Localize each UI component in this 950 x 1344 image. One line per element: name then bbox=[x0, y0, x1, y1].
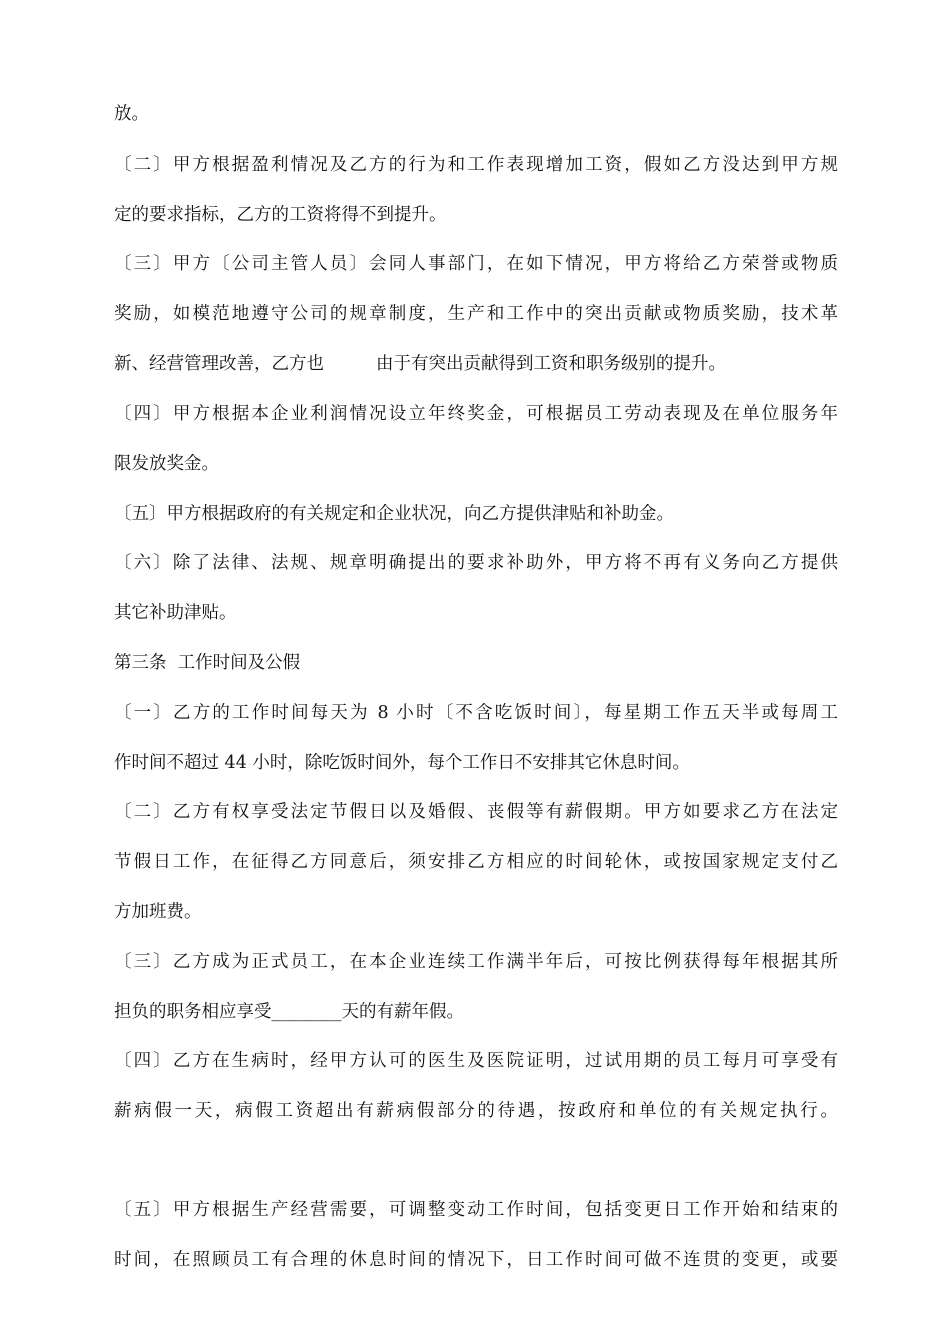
text-line: 作时间不超过 44 小时，除吃饭时间外，每个工作日不安排其它休息时间。 bbox=[114, 753, 690, 773]
text-line: 担负的职务相应享受________天的有薪年假。 bbox=[114, 1002, 464, 1022]
text-line: 〔三〕甲方〔公司主管人员〕会同人事部门，在如下情况，甲方将给乙方荣誉或物质 bbox=[114, 254, 838, 274]
text-line: 节假日工作，在征得乙方同意后，须安排乙方相应的时间轮休，或按国家规定支付乙 bbox=[114, 852, 838, 872]
text-line: 薪病假一天，病假工资超出有薪病假部分的待遇，按政府和单位的有关规定执行。 bbox=[114, 1101, 838, 1121]
text-line: 〔二〕甲方根据盈利情况及乙方的行为和工作表现增加工资，假如乙方没达到甲方规 bbox=[114, 155, 838, 175]
text-line: 定的要求指标，乙方的工资将得不到提升。 bbox=[114, 205, 447, 225]
text-line: 〔五〕甲方根据政府的有关规定和企业状况，向乙方提供津贴和补助金。 bbox=[114, 504, 674, 524]
text-line bbox=[114, 352, 838, 376]
text-segment: 新、经营管理改善，乙方也 bbox=[114, 354, 324, 374]
text-line: 〔三〕乙方成为正式员工，在本企业连续工作满半年后，可按比例获得每年根据其所 bbox=[114, 952, 838, 972]
text-line: 奖励，如模范地遵守公司的规章制度，生产和工作中的突出贡献或物质奖励，技术革 bbox=[114, 304, 838, 324]
text-line: 〔五〕甲方根据生产经营需要，可调整变动工作时间，包括变更日工作开始和结束的 bbox=[114, 1200, 838, 1220]
text-line: 放。 bbox=[114, 104, 149, 124]
text-line: 〔二〕乙方有权享受法定节假日以及婚假、丧假等有薪假期。甲方如要求乙方在法定 bbox=[114, 802, 838, 822]
text-line: 方加班费。 bbox=[114, 902, 202, 922]
text-line: 〔四〕甲方根据本企业利润情况设立年终奖金，可根据员工劳动表现及在单位服务年 bbox=[114, 404, 838, 424]
text-segment: 由于有突出贡献得到工资和职务级别的提升。 bbox=[376, 354, 726, 374]
text-line: 限发放奖金。 bbox=[114, 454, 219, 474]
text-line: 其它补助津贴。 bbox=[114, 603, 237, 623]
text-line: 〔六〕除了法律、法规、规章明确提出的要求补助外，甲方将不再有义务向乙方提供 bbox=[114, 553, 838, 573]
section-heading: 第三条 工作时间及公假 bbox=[114, 653, 301, 673]
text-line: 时间，在照顾员工有合理的休息时间的情况下，日工作时间可做不连贯的变更，或要 bbox=[114, 1250, 838, 1270]
text-line: 〔四〕乙方在生病时，经甲方认可的医生及医院证明，过试用期的员工每月可享受有 bbox=[114, 1051, 838, 1071]
text-line: 〔一〕乙方的工作时间每天为 8 小时〔不含吃饭时间〕，每星期工作五天半或每周工 bbox=[114, 703, 838, 723]
